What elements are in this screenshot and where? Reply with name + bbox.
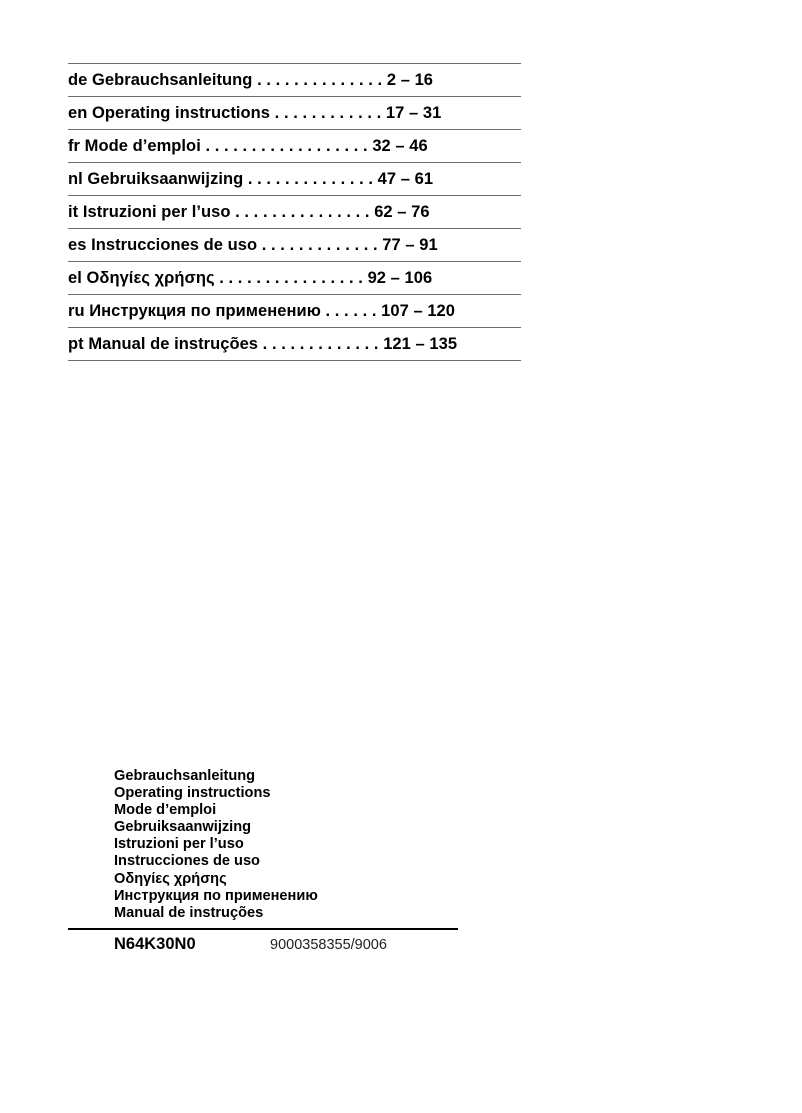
cover-title-list [114, 768, 318, 922]
toc-lang-code: es [68, 235, 87, 254]
toc-pages: 92 – 106 [367, 268, 433, 287]
toc-leader-dots: . . . . . . . . . . . . . . . . [214, 268, 363, 287]
toc-title: Operating instructions [92, 103, 271, 122]
toc-pages: 62 – 76 [374, 202, 430, 221]
toc-row-it [68, 196, 521, 229]
toc-row-es [68, 229, 521, 262]
toc-title: Gebruiksaanwijzing [87, 169, 244, 188]
cover-title-it: Istruzioni per l’uso [114, 836, 244, 853]
toc-title: Инструкция по применению [89, 301, 321, 320]
toc-leader-dots: . . . . . . . . . . . . . [257, 235, 378, 254]
toc-title: Mode d’emploi [84, 136, 201, 155]
cover-title-fr: Mode d’emploi [114, 802, 217, 819]
toc-pages: 17 – 31 [385, 103, 442, 122]
toc-leader-dots: . . . . . . . . . . . . . . . [230, 202, 370, 221]
toc-leader-dots: . . . . . . . . . . . . . . . . . . [200, 136, 368, 155]
cover-title-ru: Инструкция по применению [114, 887, 318, 904]
toc-pages: 32 – 46 [372, 136, 428, 155]
toc-lang-code: it [68, 202, 79, 221]
toc-title: Οδηγίες χρήσης [86, 268, 215, 287]
toc-row-pt [68, 328, 521, 361]
cover-title-el: Οδηγίες χρήσης [114, 870, 227, 887]
toc-leader-dots: . . . . . . . . . . . . [270, 103, 382, 122]
toc-title: Istruzioni per l’uso [82, 202, 231, 221]
toc-lang-code: nl [68, 169, 83, 188]
toc-lang-code: de [68, 70, 88, 89]
toc-title: Manual de instruções [88, 334, 259, 353]
toc-lang-code: ru [68, 301, 85, 320]
toc-leader-dots: . . . . . . . . . . . . . [258, 334, 379, 353]
cover-title-pt: Manual de instruções [114, 904, 264, 921]
toc-pages: 121 – 135 [383, 334, 458, 353]
toc-lang-code: fr [68, 136, 81, 155]
divider-rule [68, 928, 458, 930]
toc-leader-dots: . . . . . . . . . . . . . . [243, 169, 374, 188]
toc-pages: 77 – 91 [382, 235, 438, 254]
toc-pages: 107 – 120 [381, 301, 455, 320]
toc-row-ru [68, 295, 521, 328]
model-number: N64K30N0 [114, 935, 196, 953]
toc-row-el [68, 262, 521, 295]
cover-title-es: Instrucciones de uso [114, 853, 260, 870]
toc-title: Instrucciones de uso [91, 235, 258, 254]
toc-title: Gebrauchsanleitung [92, 70, 253, 89]
part-number: 9000358355/9006 [270, 937, 387, 953]
cover-title-en: Operating instructions [114, 785, 271, 802]
table-of-contents [68, 63, 521, 361]
toc-pages: 47 – 61 [377, 169, 434, 188]
toc-lang-code: pt [68, 334, 84, 353]
toc-row-fr [68, 130, 521, 163]
cover-title-nl: Gebruiksaanwijzing [114, 819, 252, 836]
toc-row-en [68, 97, 521, 130]
toc-row-nl [68, 163, 521, 196]
toc-leader-dots: . . . . . . . . . . . . . . [252, 70, 383, 89]
cover-title-de: Gebrauchsanleitung [114, 768, 256, 784]
toc-lang-code: en [68, 103, 88, 122]
toc-leader-dots: . . . . . . [320, 301, 377, 320]
toc-lang-code: el [68, 268, 82, 287]
toc-pages: 2 – 16 [386, 70, 434, 89]
toc-row-de [68, 64, 521, 97]
